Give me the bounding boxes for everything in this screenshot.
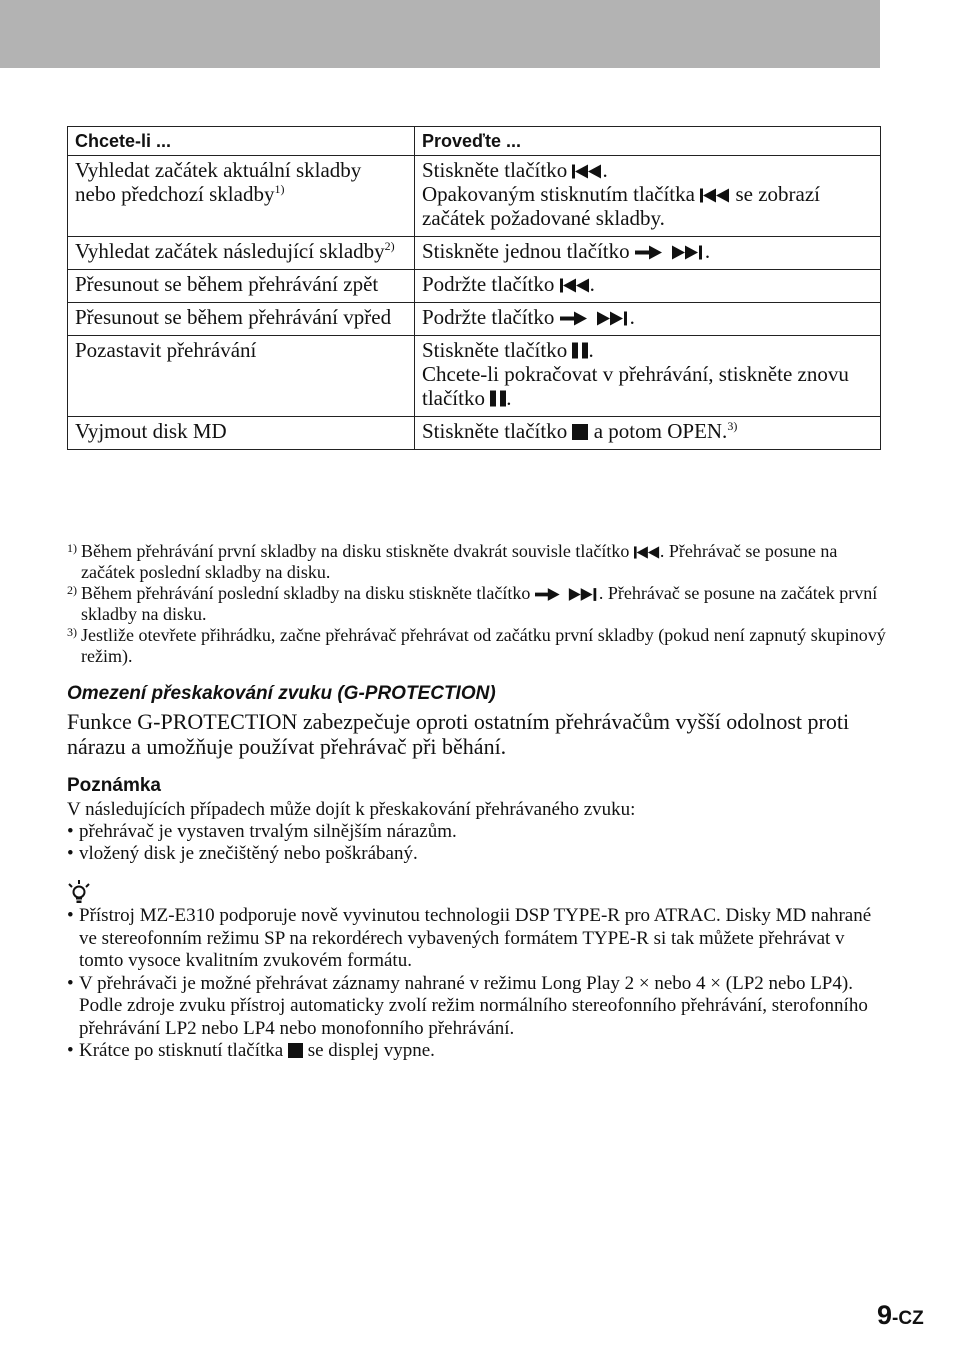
table-row <box>68 303 881 336</box>
page-number <box>877 1300 924 1331</box>
list-item <box>67 821 887 843</box>
do-text: Podržte tlačítko <box>422 305 555 329</box>
want-text: Vyhledat začátek následující skladby <box>75 239 385 263</box>
do-text: Stiskněte jednou tlačítko <box>422 239 630 263</box>
list-item-text: Přístroj MZ-E310 podporuje nově vyvinutou technologii DSP TYPE-R pro ATRAC. Disky MD nahrané ve stereofonním režimu SP na rekordérech vybavených formátem TYPE-R si tak můžete přehrávat v tomto vysoce kvalitním zvukovém formátu. <box>79 905 872 971</box>
table-row <box>68 237 881 270</box>
footnote <box>67 625 887 667</box>
note-intro: V následujících případech může dojít k přeskakování přehrávaného zvuku: <box>67 799 636 820</box>
pause-icon <box>490 390 506 407</box>
footnotes <box>67 541 887 667</box>
footnote-text: Během přehrávání poslední skladby na disku stiskněte tlačítko <box>81 583 531 603</box>
want-cell <box>68 303 415 336</box>
table-row <box>68 270 881 303</box>
list-item-text: se displej vypne. <box>307 1040 435 1061</box>
bullet-dot: • <box>67 1040 74 1061</box>
list-item <box>67 905 882 973</box>
want-text: Pozastavit přehrávání <box>75 338 257 362</box>
previous-track-icon <box>560 278 590 293</box>
list-item <box>67 973 882 1041</box>
stop-icon <box>288 1043 303 1058</box>
want-text: Vyhledat začátek aktuální skladby nebo předchozí skladby <box>75 158 362 206</box>
do-cell: Podržte tlačítko . <box>415 303 881 336</box>
list-item-text: vložený disk je znečištěný nebo poškrábaný. <box>79 843 418 864</box>
footnote-mark: 1) <box>67 541 77 555</box>
section-body: Funkce G-PROTECTION zabezpečuje oproti ostatním přehrávačům vyšší odolnost proti nárazu a umožňuje používat přehrávač při běhání. <box>67 709 850 759</box>
section-title: Omezení přeskakování zvuku (G-PROTECTION) <box>67 683 496 704</box>
footnote <box>67 541 887 583</box>
footnote-ref: 1) <box>274 182 285 196</box>
header-bar <box>0 0 880 68</box>
do-cell: Podržte tlačítko . <box>415 270 881 303</box>
do-text: se zobrazí začátek požadované skladby. <box>422 182 821 230</box>
list-item <box>67 843 887 865</box>
footnote-mark: 3) <box>67 625 77 639</box>
previous-track-icon <box>700 188 730 203</box>
page-number-suffix: -CZ <box>892 1308 924 1329</box>
list-item-text: Krátce po stisknutí tlačítka <box>79 1040 284 1061</box>
table-row <box>68 336 881 417</box>
do-cell <box>415 417 881 450</box>
bullet-dot: • <box>67 972 74 994</box>
footnote-ref: 3) <box>727 419 738 433</box>
want-cell <box>68 417 415 450</box>
footnote-text: Jestliže otevřete přihrádku, začne přehrávač přehrávat od začátku první skladby (pokud není zapnutý skupinový režim). <box>81 625 886 666</box>
do-text: Podržte tlačítko <box>422 272 555 296</box>
do-text: Chcete-li pokračovat v přehrávání, stiskněte znovu tlačítko <box>422 362 849 410</box>
want-cell <box>68 237 415 270</box>
list-item-text: přehrávač je vystaven trvalým silnějším nárazům. <box>79 821 457 842</box>
table-header-row <box>68 127 881 156</box>
table-row <box>68 156 881 237</box>
footnote-mark: 2) <box>67 583 77 597</box>
page-number-value: 9 <box>877 1300 893 1330</box>
play-next-track-icon <box>635 245 705 260</box>
stop-icon <box>572 424 588 440</box>
footnote-ref: 2) <box>384 239 395 253</box>
note-body <box>67 799 887 865</box>
tips-list <box>67 905 882 1063</box>
footnote-text: Během přehrávání první skladby na disku stiskněte dvakrát souvisle tlačítko <box>81 541 630 561</box>
previous-track-icon <box>572 164 602 179</box>
lightbulb-icon <box>67 879 91 905</box>
do-cell: Stiskněte tlačítko . Chcete-li pokračovat v přehrávání, stiskněte znovu tlačítko . <box>415 336 881 417</box>
do-text: Stiskněte tlačítko <box>422 338 568 362</box>
list-item-text: V přehrávači je možné přehrávat záznamy nahrané v režimu Long Play 2 × nebo 4 × (LP2 nebo LP4). Podle zdroje zvuku přístroj automaticky zvolí režim normálního stereofonního přehrávání, sterofonního přehrávání LP2 nebo LP4 nebo monofonního přehrávání. <box>79 972 868 1039</box>
column-header-want: Chcete-li ... <box>68 127 415 156</box>
column-header-do: Proveďte ... <box>415 127 881 156</box>
bullet-dot: • <box>67 821 74 842</box>
do-text: a potom OPEN. <box>593 419 728 443</box>
do-cell: Stiskněte jednou tlačítko . <box>415 237 881 270</box>
play-next-track-icon <box>560 311 630 326</box>
want-cell <box>68 270 415 303</box>
want-cell <box>68 156 415 237</box>
do-text: Opakovaným stisknutím tlačítka <box>422 182 695 206</box>
want-text: Přesunout se během přehrávání zpět <box>75 272 379 296</box>
footnote-text: . Přehrávač se posune na začátek poslední skladby na disku. <box>81 541 838 582</box>
footnote <box>67 583 887 625</box>
play-next-track-icon <box>535 588 599 601</box>
want-text: Přesunout se během přehrávání vpřed <box>75 305 392 329</box>
operations-table <box>67 126 881 450</box>
note-title: Poznámka <box>67 775 161 796</box>
bullet-dot: • <box>67 905 74 926</box>
pause-icon <box>572 342 588 359</box>
want-cell <box>68 336 415 417</box>
table-row <box>68 417 881 450</box>
previous-track-icon <box>634 546 660 559</box>
footnote-text: . Přehrávač se posune na začátek první skladby na disku. <box>81 583 878 624</box>
list-item <box>67 1040 882 1063</box>
do-text: Stiskněte tlačítko <box>422 158 568 182</box>
do-cell: Stiskněte tlačítko . Opakovaným stisknutím tlačítka se zobrazí začátek požadované skladby. <box>415 156 881 237</box>
bullet-dot: • <box>67 843 74 864</box>
want-text: Vyjmout disk MD <box>75 419 227 443</box>
do-text: Stiskněte tlačítko <box>422 419 568 443</box>
